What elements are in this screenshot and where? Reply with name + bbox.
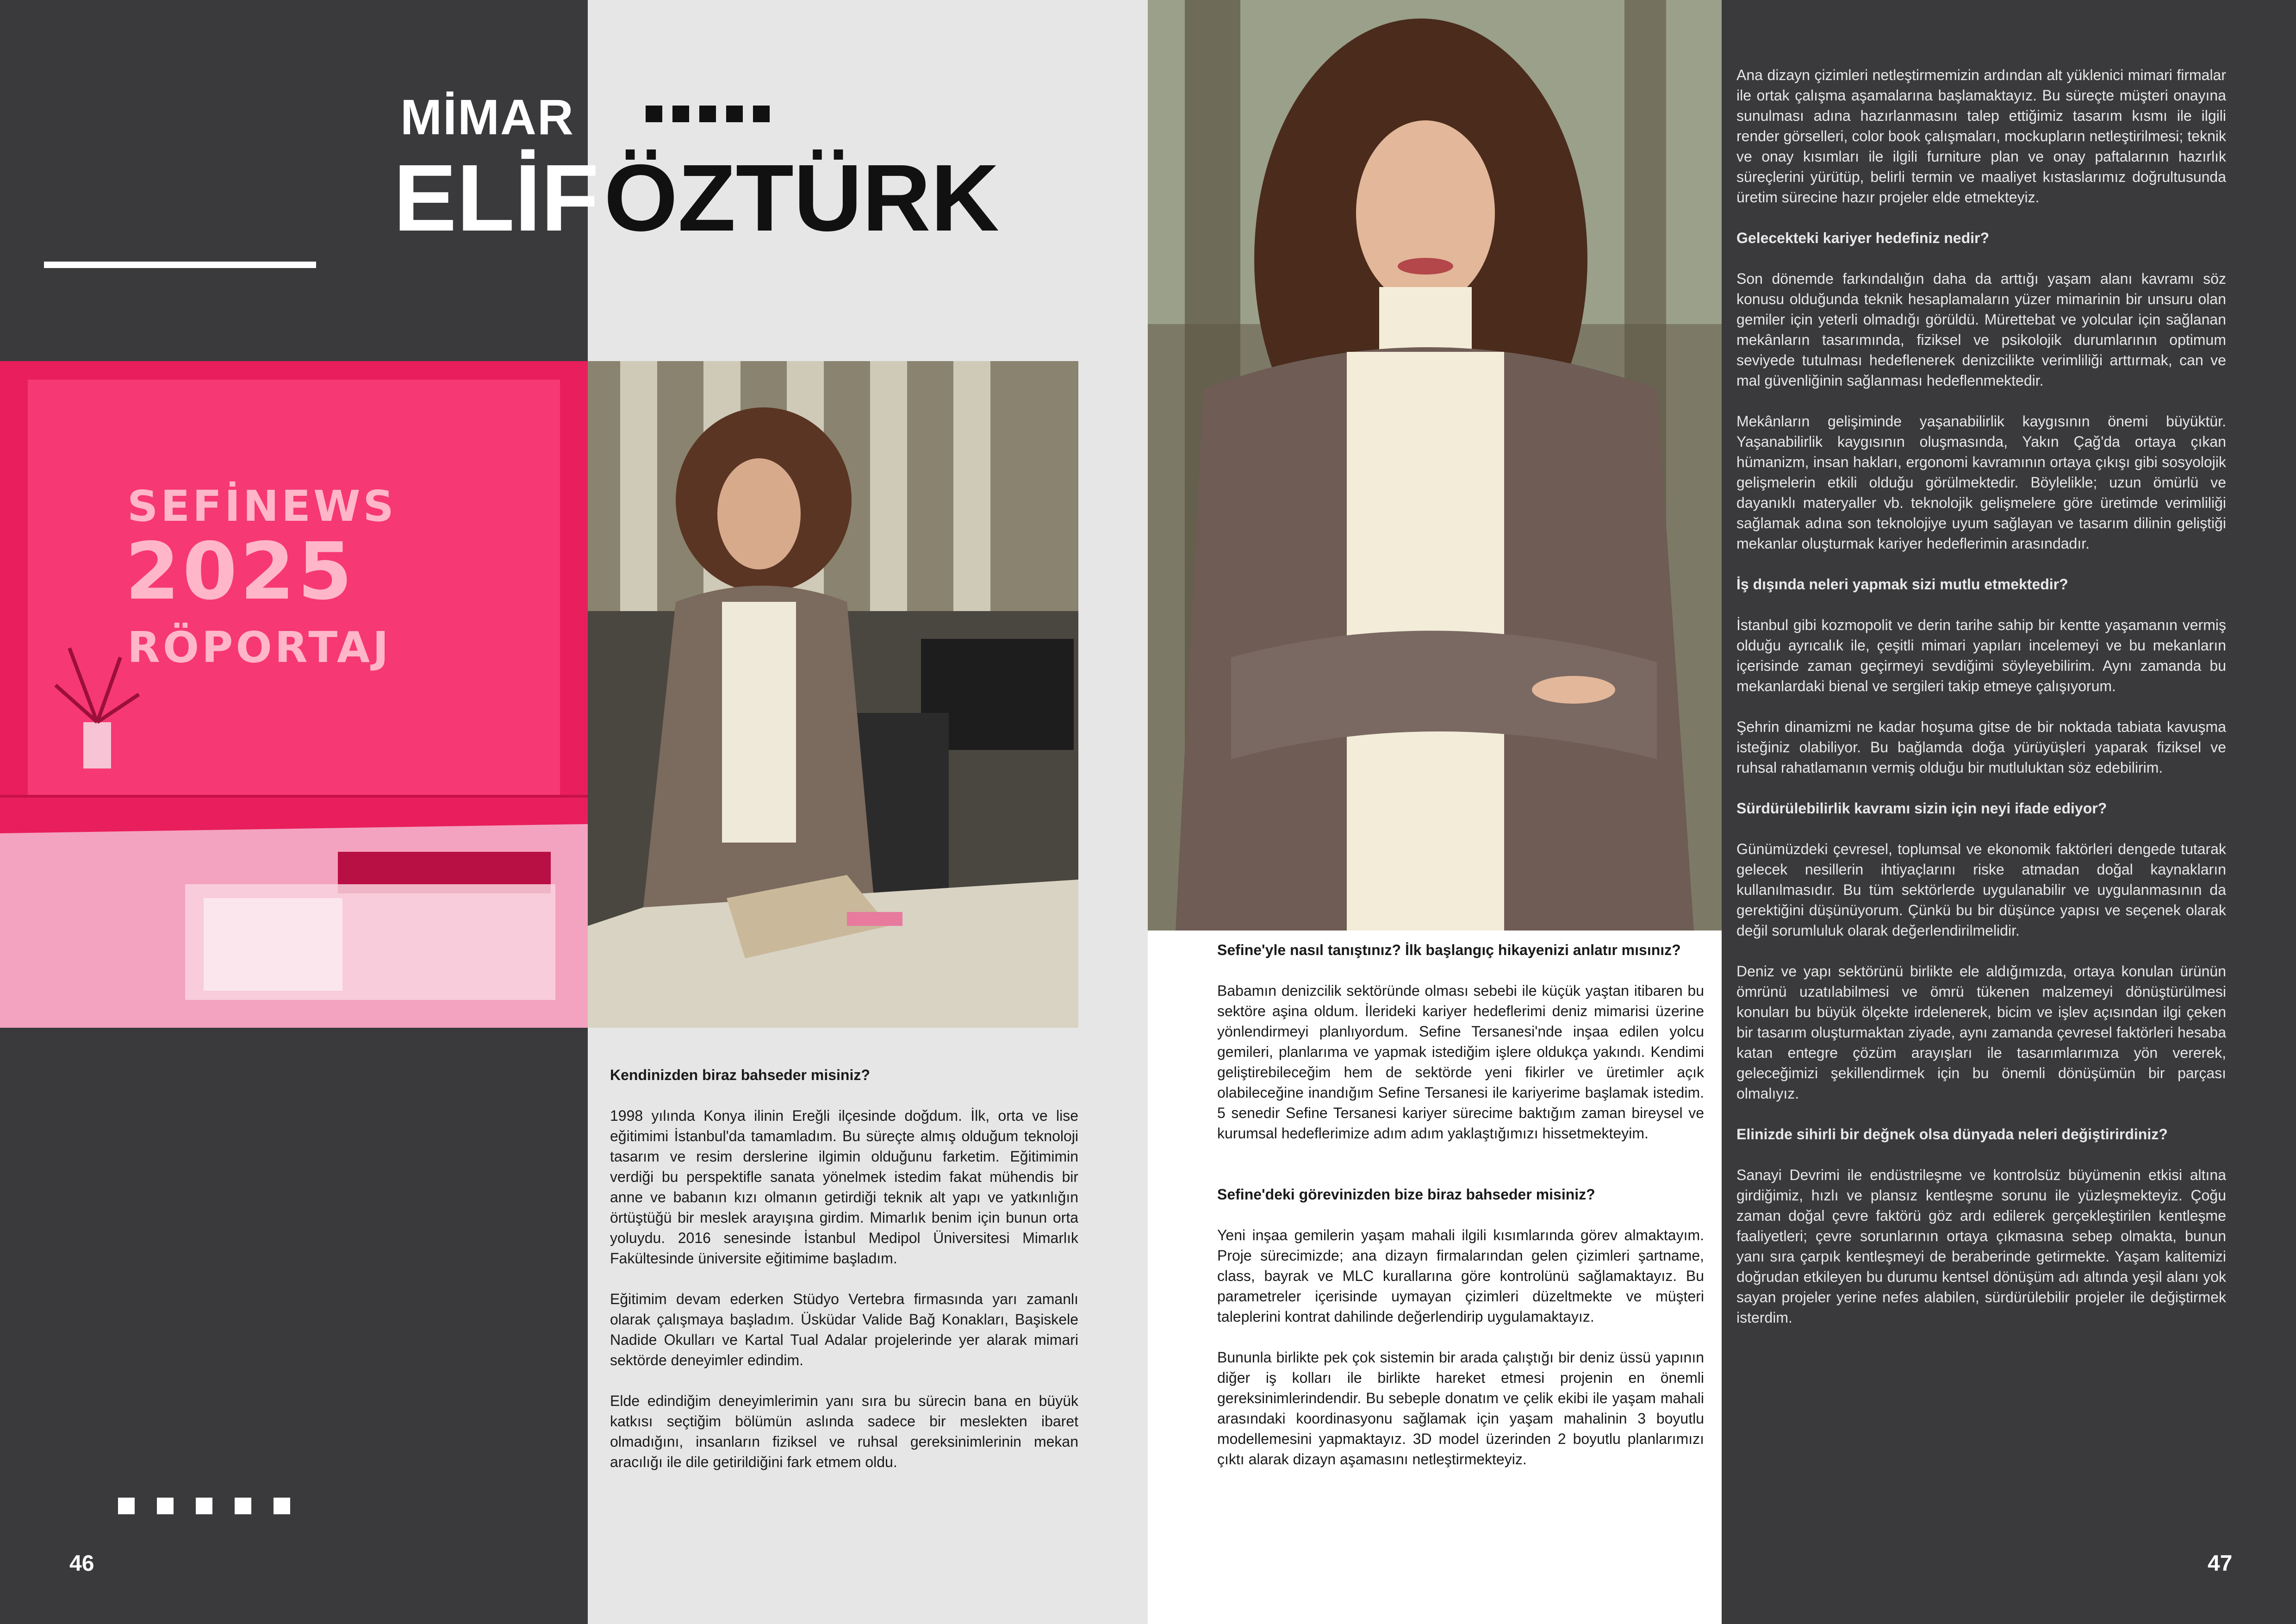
answer-paragraph: Babamın denizcilik sektöründe olması sebebi ile küçük yaştan itibaren bu sektöre aşina oldum. İlerideki kariyer hedeflerimi deniz mimarisi üzerine yönlendirmeyi planlıyordum. Sefine Tersanesi'nde inşaa edilen yolcu gemileri, planlarıma ve yapmak istediğim işlere oldukça yakındı. Kendimi geliştirebileceğim hem de sektörde yeni fikirler ve üretimler açık olabileceğine inandığım Sefine Tersanesi ile kariyerime başlamak istedim. 5 senedir Sefine Tersanesi kariyer sürecime baktığım zaman bireysel ve kurumsal hedeflerimize adım adım yaklaştığımızı hissetmekteyim.: [1217, 982, 1704, 1142]
dot-square: [274, 1498, 290, 1514]
column-left-text: [610, 1065, 1078, 1493]
column-middle-text: [1217, 940, 1704, 1490]
question-heading: Gelecekteki kariyer hedefiniz nedir?: [1736, 230, 1990, 246]
architect-portrait-photo: [1148, 0, 1722, 931]
dot-square: [118, 1498, 135, 1514]
title-underline: [44, 262, 316, 268]
dot-square: [235, 1498, 251, 1514]
pink-office-photo: [0, 361, 588, 1028]
dot-square: [646, 106, 662, 122]
question-heading: Sefine'deki görevinizden bize biraz bahseder misiniz?: [1217, 1186, 1595, 1203]
answer-paragraph: Bununla birlikte pek çok sistemin bir arada çalıştığı bir deniz üssü yapının diğer iş kolları ile birlikte hareket etmesi projenin en önemli gereksinimlerindendir. Bu sebeple donatım ve çelik ekibi ile yaşam mahali arasındaki koordinasyonu sağlamak için yaşam mahalinin 3 boyutlu modellemesini yapmaktayız. 3D model üzerinden 2 boyutlu planlarımızı çıktı alarak dizayn aşamasını netleştirmekteyiz.: [1217, 1349, 1704, 1468]
answer-paragraph: Eğitimim devam ederken Stüdyo Vertebra firmasında yarı zamanlı olarak çalışmaya başladım. Üsküdar Valide Bağ Konakları, Başiskele Nadide Okulları ve Kartal Tual Adalar projelerinde yer alarak mimari sektörde deneyimler edindim.: [610, 1291, 1078, 1368]
answer-paragraph: Şehrin dinamizmi ne kadar hoşuma gitse de bir noktada tabiata kavuşma isteğiniz olabiliyor. Bu bağlamda doğa yürüyüşleri yaparak fiziksel ve ruhsal rahatlamanın vermiş olduğu bir mutluluktan söz edebilirim.: [1736, 718, 2226, 776]
page-number-right: 47: [2208, 1551, 2233, 1576]
architect-portrait-illustration: [1148, 0, 1722, 931]
answer-paragraph: İstanbul gibi kozmopolit ve derin tarihe sahip bir kentte yaşamanın vermiş olduğu ayrıcalık ile, çeşitli mimari yapıları incelemeyi ve bu mekanların içerisinde zaman geçirmeyi sevdiğimi söyleyebilirim. Aynı zamanda bu mekanlardaki bienal ve sergileri takip etmeye çalışıyorum.: [1736, 617, 2226, 694]
architect-desk-illustration: [588, 361, 1078, 1028]
dot-square: [672, 106, 689, 122]
title-last-name: ÖZTÜRK: [604, 145, 1000, 251]
dot-square: [157, 1498, 174, 1514]
question-heading: Sefine'yle nasıl tanıştınız? İlk başlangıç hikayenizi anlatır mısınız?: [1217, 942, 1681, 958]
answer-paragraph: Elde edindiğim deneyimlerimin yanı sıra bu sürecin bana en büyük katkısı seçtiğim bölümün aslında sadece bir meslekten ibaret olmadığını, insanların fiziksel ve ruhsal gereksinimlerinin mekan aracılığı ile dile getirildiğini fark etmem oldu.: [610, 1393, 1078, 1470]
sticker-year: 2025: [125, 526, 355, 618]
dot-square: [699, 106, 716, 122]
sticker-label: RÖPORTAJ: [127, 623, 392, 672]
dot-square: [196, 1498, 212, 1514]
answer-paragraph: Sanayi Devrimi ile endüstrileşme ve kontrolsüz büyümenin etkisi altına girdiğimiz, hızlı ve plansız kentleşme sorunu ile yüzleşmekteyiz. Çoğu zaman doğal çevre faktörü göz ardı edilerek gerçekleştirilen kentleşme faaliyetleri; çevre sorunlarının ortaya çıkmasına sebep olmakta, bunun yanı sıra çarpık kentleşmeyi de beraberinde getirmekte. Yaşam kalitemizi doğrudan etkileyen bu durumu kentsel dönüşüm adı altında yeşil alanı yok sayan projeler yerine nefes alabilen, sürdürülebilir projeler ile değiştirmek isterdim.: [1736, 1167, 2226, 1326]
page-number-left: 46: [69, 1551, 94, 1576]
dot-square: [726, 106, 743, 122]
dot-square: [753, 106, 770, 122]
pink-office-illustration: [0, 361, 588, 1028]
question-heading: Kendinizden biraz bahseder misiniz?: [610, 1067, 870, 1083]
answer-paragraph: Ana dizayn çizimleri netleştirmemizin ardından alt yüklenici mimari firmalar ile ortak çalışma aşamalarına başlamaktayız. Bu süreçte müşteri onayına sunulması adına hazırlanmasını talep ettiğimiz tasarım kısmı ile ilgili render görselleri, color book çalışmaları, mockupların netleştirilmesi; teknik ve onay kısımları ile ilgili furniture plan ve onay paftalarının hazırlık süreçlerini yürütüp, belirli termin ve maaliyet kıstaslarımız doğrultusunda üretim sürecine hazır projeler elde etmekteyiz.: [1736, 67, 2226, 206]
answer-paragraph: Deniz ve yapı sektörünü birlikte ele aldığımızda, ortaya konulan ürünün ömrünü uzatılabilmesi ve ömrü tükenen malzemeyi dönüştürülmesi konuları bu büyük ölçekte irdelenerek, bicim ve işlev açısından ilgi çeken bir tasarım oluşturmaktan ziyade, aynı zamanda çevresel faktörleri hesaba katan entegre çözüm arayışları ile tasarımlarımıza yön vererek, geleceğimizi şekillendirmek için bu önemli dönüşümün bir parçası olmalıyız.: [1736, 963, 2226, 1102]
decorative-dots-top: [646, 106, 780, 125]
answer-paragraph: 1998 yılında Konya ilinin Ereğli ilçesinde doğdum. İlk, orta ve lise eğitimimi İstanbul'da tamamladım. Bu süreçte almış olduğum teknoloji tasarım ve resim derslerine ilgimin olduğunu farketim. Eğitimimin verdiği bu perspektifle sanata yönelmek istedim fakat mühendis bir anne ve babanın kızı olmanın getirdiği teknik alt yapı ve yatkınlığın örtüştüğü bir meslek arayışına girdim. Mimarlık benim için bunun orta yoluydu. 2016 senesinde İstanbul Medipol Üniversitesi Mimarlık Fakültesinde üniversite eğitimime başladım.: [610, 1107, 1078, 1267]
title-first-name: ELİF: [393, 145, 599, 251]
answer-paragraph: Son dönemde farkındalığın daha da arttığı yaşam alanı kavramı söz konusu olduğunda teknik hesaplamaların yüzer mimarinin bir unsuru olan gemiler için yeterli olmadığı görüldü. Mürettebat ve yolcular için sağlanan mekânların tasarımında, fiziksel ve psikolojik durumlarının optimum seviyede tutulması hedeflenerek denizcilikte verimliliği arttırmak, can ve mal güvenliğinin sağlanması hedeflenmektedir.: [1736, 270, 2226, 389]
question-heading: Elinizde sihirli bir değnek olsa dünyada neleri değiştirirdiniz?: [1736, 1126, 2168, 1143]
sticker-brand: SEFİNEWS: [127, 481, 397, 531]
title-profession: MİMAR: [400, 89, 574, 145]
question-heading: Sürdürülebilirlik kavramı sizin için neyi ifade ediyor?: [1736, 800, 2107, 817]
question-heading: İş dışında neleri yapmak sizi mutlu etmektedir?: [1736, 576, 2068, 593]
answer-paragraph: Mekânların gelişiminde yaşanabilirlik kaygısının önemi büyüktür. Yaşanabilirlik kaygısının oluşmasında, Yakın Çağ'da ortaya çıkan hümanizm, insan hakları, ergonomi kavramının ortaya çıkışı gibi sosyolojik gelişmelerin etkili olduğu görülmektedir. Böylelikle; uzun ömürlü ve dayanıklı materyaller vb. teknolojik gelişmelere göre üretimde verimliliği sağlamak adına son teknolojiye uyum sağlayan ve tasarım dilinin geliştiği mekanlar oluşturmak kariyer hedeflerimin arasındadır.: [1736, 413, 2226, 552]
architect-desk-photo: [588, 361, 1078, 1028]
decorative-dots-bottom: [118, 1498, 312, 1517]
answer-paragraph: Günümüzdeki çevresel, toplumsal ve ekonomik faktörleri dengede tutarak gelecek nesillerin ihtiyaçlarını riske atmadan doğal kaynakların kullanılmasıdır. Bu tüm sektörlerde uygulanabilir ve uygulanmasının da gerektiğini düşünüyorum. Çünkü bu bir düşünce yapısı ve seçenek olarak değil sorumluluk olarak değerlendirilmelidir.: [1736, 841, 2226, 939]
answer-paragraph: Yeni inşaa gemilerin yaşam mahali ilgili kısımlarında görev almaktayım. Proje sürecimizde; ana dizayn firmalarından gelen çizimleri şartname, class, bayrak ve MLC kurallarına göre kontrolünü sağlamaktayız. Bu parametreler içerisinde uymayan çizimleri düzeltmekte ve müşteri taleplerini kontrat dahilinde değerlendirip uygulamaktayız.: [1217, 1227, 1704, 1325]
column-right-text: [1736, 65, 2226, 1348]
